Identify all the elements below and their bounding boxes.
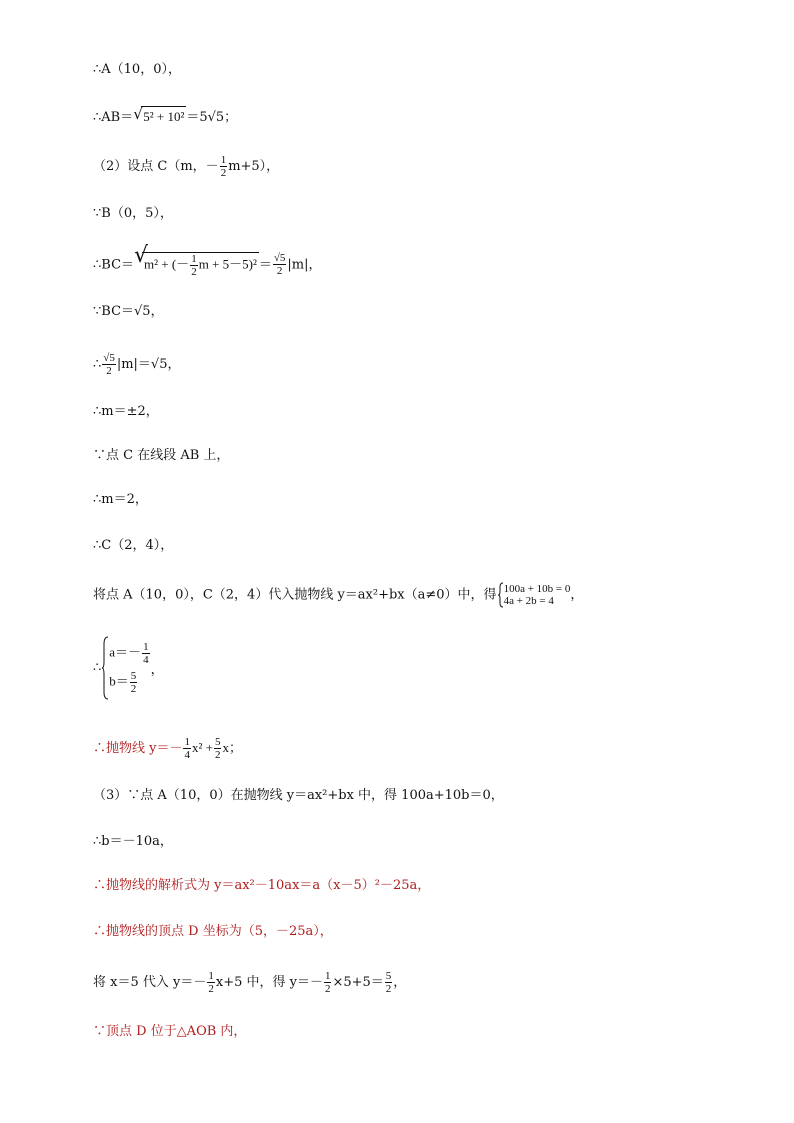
equation-system: 100a + 10b = 0 4a + 2b = 4: [503, 583, 571, 607]
line-14: ∴抛物线 y＝－ $\frac{1}{4}$ x² + $\frac{5}{2}$ x；: [93, 736, 242, 761]
line-5: ∴BC＝ √ m² + (－ $\frac{1}{2}$ m + 5－5)² ＝ $\frac{√5}{2}$ |m|，: [93, 243, 322, 278]
line-2: ∴AB＝ √ 5² + 10² ＝5√5；: [93, 106, 237, 128]
fraction: $\frac{1}{4}$: [184, 736, 190, 761]
fraction: $\frac{√5}{2}$: [103, 352, 115, 377]
line-18: ∴抛物线的顶点 D 坐标为（5，－25a），: [93, 924, 333, 939]
line-10: ∴m＝2，: [93, 492, 148, 507]
sqrt-expression: √ 5² + 10²: [133, 106, 186, 128]
line-7: ∴ $\frac{√5}{2}$ |m|＝√5，: [93, 352, 181, 377]
line-13: ∴ a＝－ $\frac{1}{4}$ b＝ $\frac{5}{2}$ ，: [93, 636, 164, 700]
brace-icon: [497, 582, 504, 608]
fraction: $\frac{1}{2}$: [208, 970, 214, 995]
line-3: （2）设点 C（m，－ $\frac{1}{2}$ m+5），: [93, 154, 280, 179]
line-4: ∵B（0，5），: [93, 206, 173, 221]
line-6: ∵BC＝√5，: [93, 304, 164, 319]
fraction: $\frac{√5}{2}$: [273, 252, 286, 278]
line-8: ∴m＝±2，: [93, 404, 159, 419]
line-20: ∵顶点 D 位于△AOB 内，: [93, 1024, 247, 1039]
line-1: ∴A（10，0），: [93, 62, 181, 77]
fraction: $\frac{5}{2}$: [385, 970, 392, 995]
fraction: $\frac{1}{2}$: [324, 970, 331, 995]
solution-system: a＝－ $\frac{1}{4}$ b＝ $\frac{5}{2}$: [109, 641, 149, 695]
line-19: 将 x＝5 代入 y＝－ $\frac{1}{2}$ x+5 中，得 y＝－ $\frac{1}{2}$ ×5+5＝ $\frac{5}{2}$ ，: [93, 970, 407, 995]
line-15: （3）∵点 A（10，0）在抛物线 y＝ax²+bx 中，得 100a+10b＝0，: [93, 788, 504, 803]
fraction: $\frac{1}{2}$: [220, 154, 227, 179]
line-17: ∴抛物线的解析式为 y＝ax²－10ax＝a（x－5）²－25a，: [93, 878, 431, 893]
line-16: ∴b＝－10a，: [93, 834, 173, 849]
fraction: $\frac{5}{2}$: [214, 736, 221, 761]
brace-icon: [101, 636, 109, 700]
line-11: ∴C（2，4），: [93, 538, 174, 553]
line-9: ∵点 C 在线段 AB 上，: [93, 448, 230, 463]
line-12: 将点 A（10，0），C（2，4）代入抛物线 y＝ax²+bx（a≠0）中，得 100a + 10b = 0 4a + 2b = 4 ，: [93, 583, 584, 607]
sqrt-expression: √ m² + (－ $\frac{1}{2}$ m + 5－5)²: [134, 243, 257, 278]
